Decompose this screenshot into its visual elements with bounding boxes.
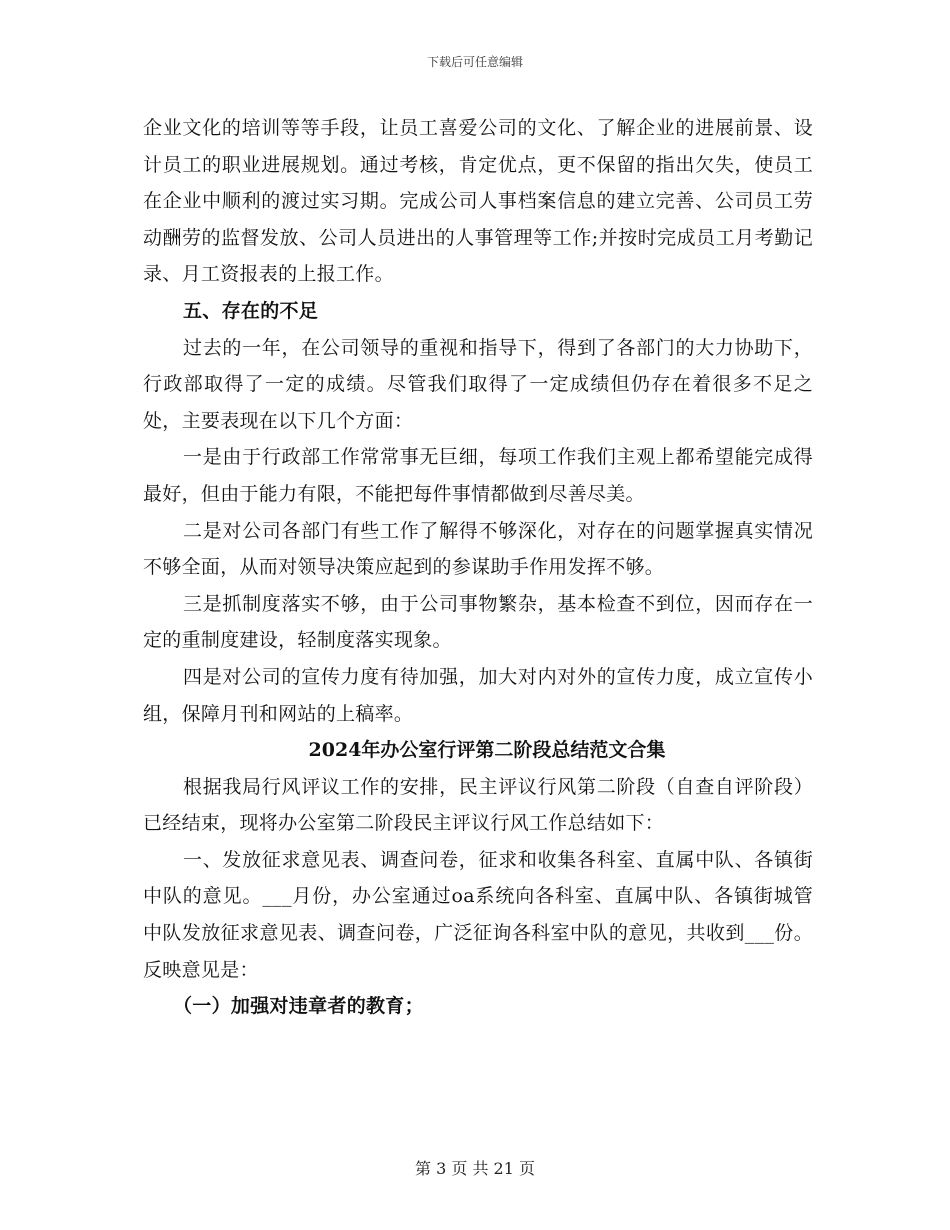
paragraph-shortcoming-2: 二是对公司各部门有些工作了解得不够深化，对存在的问题掌握真实情况不够全面，从而对领导决策应起到的参谋助手作用发挥不够。 (143, 519, 813, 579)
document-body (143, 110, 813, 1025)
paragraph-shortcoming-1: 一是由于行政部工作常常事无巨细，每项工作我们主观上都希望能完成得最好，但由于能力有限，不能把每件事情都做到尽善尽美。 (143, 446, 813, 505)
paragraph-shortcoming-3: 三是抓制度落实不够，由于公司事物繁杂，基本检查不到位，因而存在一定的重制度建设，轻制度落实现象。 (143, 592, 813, 652)
paragraph-review-intro: 根据我局行风评议工作的安排，民主评议行风第二阶段（自查自评阶段）已经结束，现将办公室第二阶段民主评议行风工作总结如下： (143, 775, 813, 835)
subheading-education: （一）加强对违章者的教育； (173, 995, 424, 1018)
paragraph-shortcoming-4: 四是对公司的宣传力度有待加强，加大对内对外的宣传力度，成立宣传小组，保障月刊和网站的上稿率。 (143, 665, 813, 725)
page-number: 第 3 页 共 21 页 (415, 1159, 535, 1178)
paragraph-shortcomings-intro: 过去的一年，在公司领导的重视和指导下，得到了各部门的大力协助下，行政部取得了一定的成绩。尽管我们取得了一定成绩但仍存在着很多不足之处，主要表现在以下几个方面： (143, 336, 813, 432)
paragraph-hr-work: 企业文化的培训等等手段，让员工喜爱公司的文化、了解企业的进展前景、设计员工的职业进展规划。通过考核，肯定优点，更不保留的指出欠失，使员工在企业中顺利的渡过实习期。完成公司人事档案信息的建立完善、公司员工劳动酬劳的监督发放、公司人员进出的人事管理等工作;并按时完成员工月考勤记录、月工资报表的上报工作。 (143, 117, 813, 286)
paragraph-survey: 一、发放征求意见表、调查问卷，征求和收集各科室、直属中队、各镇街中队的意见。___月份，办公室通过oa系统向各科室、直属中队、各镇街城管中队发放征求意见表、调查问卷，广泛征询各科室中队的意见，共收到___份。反映意见是： (143, 848, 813, 981)
section-heading-shortcomings: 五、存在的不足 (183, 299, 319, 322)
page-header-note: 下载后可任意编辑 (426, 55, 523, 69)
document-title: 2024年办公室行评第二阶段总结范文合集 (308, 739, 666, 762)
